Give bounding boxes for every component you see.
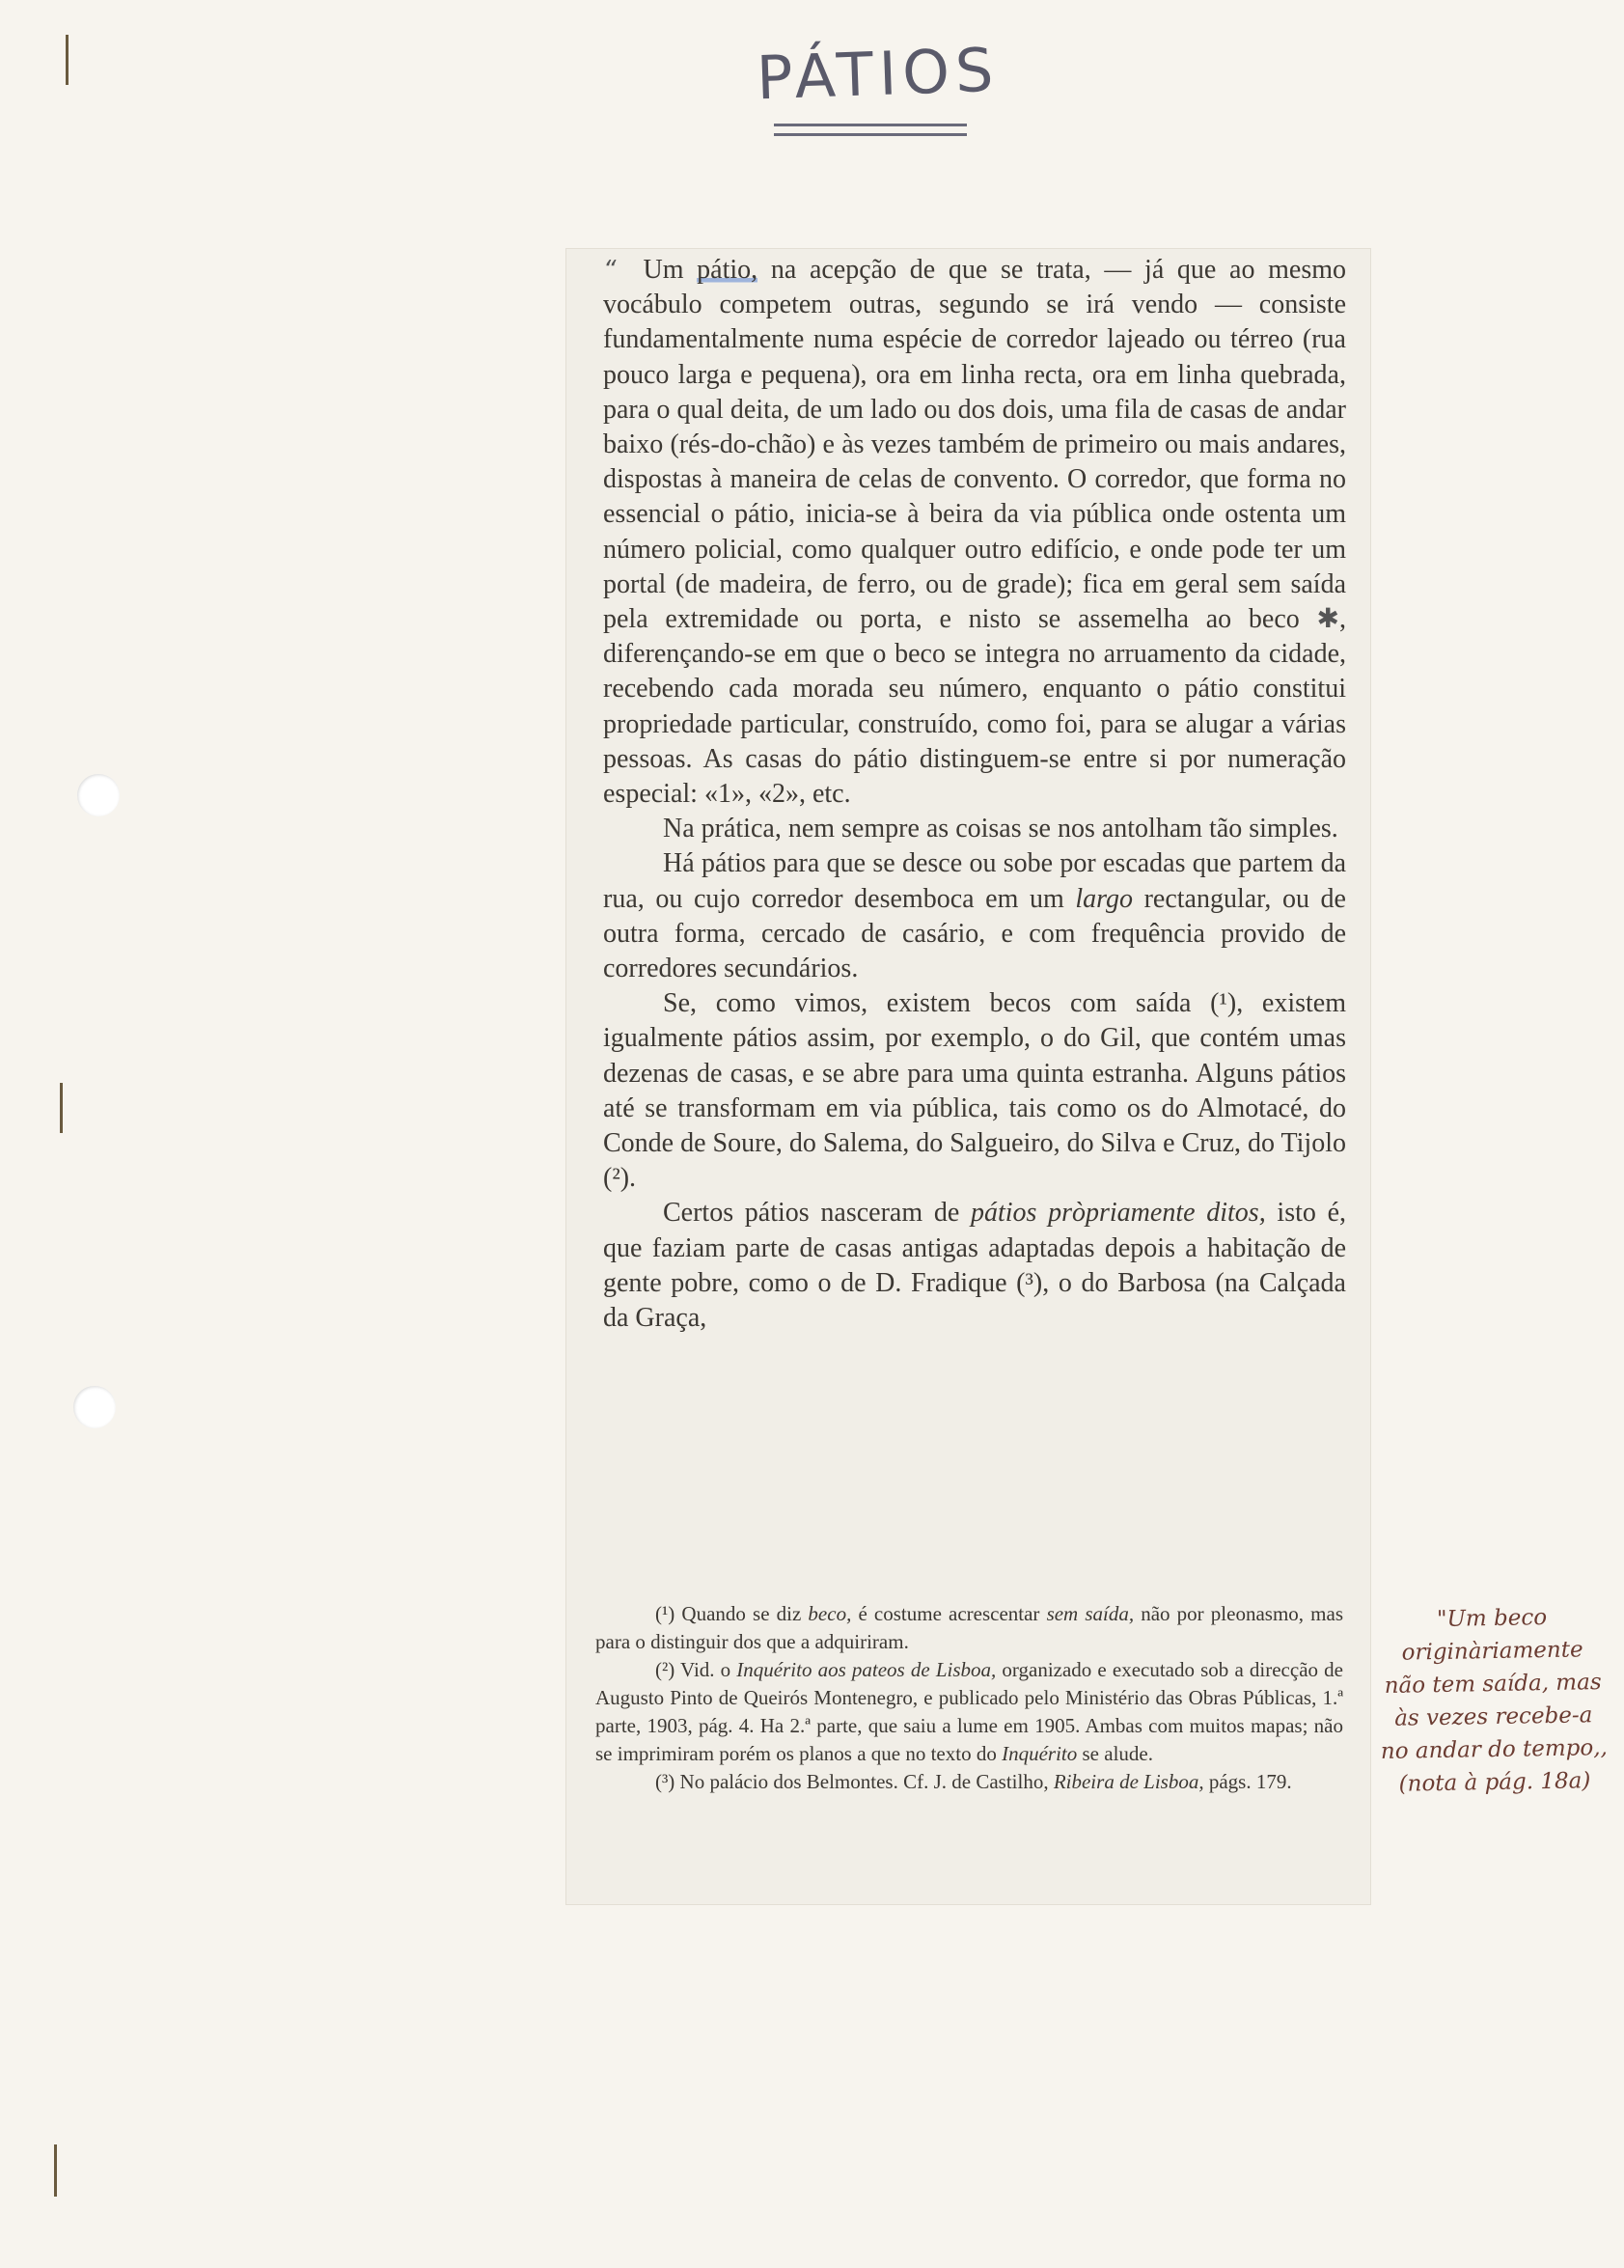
footnote-1-emphasis-2: sem saída, [1046,1602,1135,1625]
footnotes [595,1600,1343,1796]
title-underline [774,124,967,126]
footnote-2-emphasis-1: Inquérito aos pateos de Lisboa, [736,1658,997,1681]
paragraph-3-emphasis: largo [1075,883,1133,914]
paragraph-5-emphasis: pátios pròpriamente ditos, [970,1198,1266,1229]
paragraph-5-text-b: isto é, que faziam parte de casas antigas adaptadas depois a habitação de gente pobre, como o de D. Fradique (³), o do Barbosa (na Calçada da Graça, [603,1198,1346,1334]
paragraph-3 [603,846,1346,986]
paragraph-1 [603,253,1346,812]
footnote-2-text-a: (²) Vid. o [655,1658,737,1681]
margin-tick-middle [60,1083,63,1133]
ink-mark: ✱ [1316,604,1339,635]
highlighted-word: pátio, [697,255,758,285]
paragraph-3-text-b: rectangular, ou de outra forma, cercado de casário, e com frequência provido de corredores secundários. [603,883,1346,984]
footnote-1-text-b: é costume acrescentar [851,1602,1047,1625]
paragraph-2: Na prática, nem sempre as coisas se nos antolham tão simples. [663,814,1338,844]
footnote-3 [595,1768,1343,1796]
footnote-1 [595,1600,1343,1656]
footnote-2-emphasis-2: Inquérito [1002,1742,1078,1765]
footnote-2-text-c: se alude. [1077,1742,1153,1765]
paragraph-1-text: na acepção de que se trata, — já que ao mesmo vocábulo competem outras, segundo se irá vendo — consiste fundamentalmente numa espécie de corredor lajeado ou térreo (rua pouco larga e pequena), ora em linha recta, ora em linha quebrada, para o qual deita, de um lado ou dos dois, uma fila de casas de andar baixo (rés-do-chão) e às vezes também de primeiro ou mais andares, dispostas à maneira de celas de convento. O corredor, que forma no essencial o pátio, inicia-se à beira da via pública onde ostenta um número policial, como qualquer outro edifício, e onde pode ter um portal (de madeira, de ferro, ou de grade); fica em geral sem saída pela extremidade ou porta, e nisto se assemelha ao beco [603,255,1347,635]
footnote-3-text-b: págs. 179. [1203,1770,1292,1793]
footnote-2-text-b: organizado e executado sob a direcção de Augusto Pinto de Queirós Montenegro, e publicado pelo Ministério das Obras Públicas, 1.ª parte, 1903, pág. 4. Ha 2.ª parte, que saiu a lume em 1905. Ambas com muitos mapas; não se imprimiram porém os planos a que no texto do [595,1658,1343,1765]
paragraph-4: Se, como vimos, existem becos com saída (¹), existem igualmente pátios assim, por exemplo, o do Gil, que contém umas dezenas de casas, e se abre para uma quinta estranha. Alguns pátios até se transformam em via pública, tais como os do Almotacé, do Conde de Soure, do Salema, do Salgueiro, do Silva e Cruz, do Tijolo (²). [603,988,1346,1194]
footnote-1-emphasis-1: beco, [808,1602,852,1625]
handwritten-margin-note: "Um beco originàriamente não tem saída, mas às vezes recebe-a no andar do tempo,, (nota à pág. 18a) [1380,1605,1609,1797]
paragraph-1-end: , diferençando-se em que o beco se integra no arruamento da cidade, recebendo cada morada seu número, enquanto o pátio constitui propriedade particular, construído, como foi, para se alugar a várias pessoas. As casas do pátio distinguem-se entre si por numeração especial: «1», «2», etc. [603,604,1346,810]
footnote-1-text-a: (¹) Quando se diz [655,1602,809,1625]
article-body [603,253,1346,1336]
footnote-2 [595,1656,1343,1768]
title-underline-second [774,133,967,136]
paragraph-5-text-a: Certos pátios nasceram de [663,1198,971,1229]
paragraph-1-lead: Um [643,255,684,285]
page-title: PÁTIOS [756,34,1001,114]
paragraph-5 [603,1196,1346,1336]
title-block [733,34,1023,114]
paragraph-3-text-a: Há pátios para que se desce ou sobe por escadas que partem da rua, ou cujo corredor desemboca em um [603,848,1346,914]
punch-hole-lower [73,1386,116,1428]
margin-tick-top [66,35,69,85]
opening-quote-mark: “ [603,256,617,285]
margin-tick-bottom [54,2144,57,2197]
punch-hole-upper [77,774,120,816]
footnote-3-text-a: (³) No palácio dos Belmontes. Cf. J. de Castilho, [655,1770,1054,1793]
footnote-3-emphasis: Ribeira de Lisboa, [1053,1770,1204,1793]
footnote-1-text-c: não por pleonasmo, mas para o distinguir dos que a adquiriram. [595,1602,1343,1653]
